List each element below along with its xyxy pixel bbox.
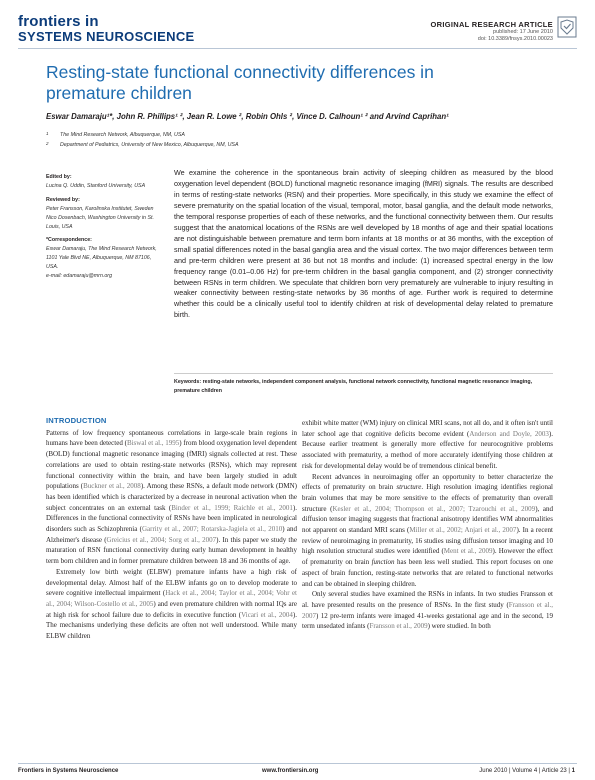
journal-name-line1: frontiers in: [18, 13, 99, 30]
citation-link[interactable]: Hack et al., 2004; Taylor et al., 2004; Vohr et al., 2004; Wilson-Costello et al., 2005: [46, 589, 297, 608]
published-date: published: 17 June 2010: [493, 29, 553, 35]
correspondence-address: Eswar Damaraju, The Mind Research Network, 1101 Yale Blvd NE, Albuquerque, NM 87106, USA.: [46, 246, 157, 271]
citation-link[interactable]: Miller et al., 2002; Anjari et al., 2007: [409, 526, 517, 535]
page-number: 1: [571, 768, 575, 774]
article-type: ORIGINAL RESEARCH ARTICLE: [430, 20, 553, 29]
citation-link[interactable]: Kesler et al., 2004; Thompson et al., 2007; Tzarouchi et al., 2009: [332, 504, 536, 513]
edited-by-label: Edited by:: [46, 174, 72, 180]
reviewer-1: Peter Fransson, Karolinska Institutet, Sweden: [46, 205, 154, 212]
abstract: We examine the coherence in the spontaneous brain activity of sleeping children as measured by the blood oxygenation level dependent (BOLD) functional magnetic resonance imaging (fMRI) signals. The results are described in terms of resting-state networks (RSN) and their properties. More specifically, in this study we examine the effect of severe prematurity on the spatial location of the visual, temporal, motor, basal ganglia, and the default mode networks, the temporal response properties of each of these networks, and the functional connectivity between them. Our results suggest that the anatomical locations of the RSNs are well developed by 18 months of age and their spatial locations are not distinguishable between premature and term born infants at 18 months or at 36 months, with the exception of small spatial differences noted in the basal ganglia area and the visual cortex. The two major differences between term and pre-term children were present at 36 but not 18 months and include: (1) increased spectral energy in the low frequency range (0.01–0.06 Hz) for pre-term children in the basal ganglia component, and (2) stronger connectivity between RSNs in term children. We speculate that children born very prematurely are vulnerable to injury resulting in weaker connectivity between resting-state networks by 36 months of age. Further work is required to determine whether this could be a clinically useful tool to identify children at risk of developmental delay related to premature birth.: [174, 168, 553, 320]
article-title: Resting-state functional connectivity differences in premature children: [46, 62, 434, 103]
keywords: [174, 378, 553, 395]
footer-url[interactable]: www.frontiersin.org: [262, 768, 319, 774]
footer-divider: [18, 763, 577, 764]
citation-link[interactable]: Fransson et al., 2007: [302, 600, 553, 620]
keywords-label: Keywords:: [174, 379, 202, 385]
citation-link[interactable]: Greicius et al., 2004; Sorg et al., 2007: [106, 535, 217, 544]
doi: doi: 10.3389/fnsys.2010.00023: [477, 35, 553, 42]
editorial-sidebar: [46, 170, 161, 281]
editor: Lucina Q. Uddin, Stanford University, USA: [46, 182, 146, 189]
correspondence-email[interactable]: e-mail: edamaraju@mrn.org: [46, 273, 113, 280]
citation-link[interactable]: Binder et al., 1999; Raichle et al., 2001: [171, 503, 293, 512]
reviewer-2: Nico Dosenbach, Washington University in St. Louis, USA: [46, 214, 154, 230]
paragraph: Patterns of low frequency spontaneous correlations in large-scale brain regions in humans have been detected (Biswal et al., 1995) from blood oxygenation level dependent (BOLD) functional magnetic resonance imaging (fMRI) signals collected at rest. These correlations are used to obtain resting-state networks (RSNs), which may represent functional connectivity within the brain, and have been largely studied in adult populations (Buckner et al., 2008). Among these RSNs, a default mode network (DMN) has been identified which is characterized by a decrease in neuronal activation when the subject concentrates on an external task (Binder et al., 1999; Raichle et al., 2001). Differences in the functional connectivity of RSNs have been implicated in neurological disorders such as Schizophrenia (Garrity et al., 2007; Rotarska-Jagiela et al., 2010) and Alzheimer's disease (Greicius et al., 2004; Sorg et al., 2007). In this paper we study the maturation of RSN functional connectivity during early human development in healthy term born children and in former premature children between 18 and 36 months of age.: [46, 428, 297, 566]
paragraph: Only several studies have examined the RSNs in infants. In two studies Fransson et al. have presented results on the presence of RSNs. In the first study (Fransson et al., 2007) 12 pre-term infants were imaged 41-weeks gestational age and in the second, 19 term unsedated infants (Fransson et al., 2009) were studied. In both: [302, 590, 553, 631]
citation-link[interactable]: Vicari et al., 2004: [241, 610, 293, 619]
affiliation-1: 1 The Mind Research Network, Albuquerque, NM, USA: [46, 131, 185, 138]
affiliations: [46, 130, 566, 150]
footer-issue-info: June 2010 | Volume 4 | Article 23 |: [479, 768, 570, 774]
citation-link[interactable]: Garrity et al., 2007; Rotarska-Jagiela et al., 2010: [141, 525, 283, 534]
author-list: Eswar Damaraju¹*, John R. Phillips¹ ², Jean R. Lowe ², Robin Ohls ², Vince D. Calhoun¹ ² and Arvind Caprihan¹: [46, 112, 449, 121]
crossmark-icon[interactable]: [557, 16, 577, 38]
abstract-divider: [174, 373, 553, 374]
citation-link[interactable]: Buckner et al., 2008: [83, 482, 141, 491]
footer-journal: Frontiers in Systems Neuroscience: [18, 768, 119, 774]
journal-name-line2: SYSTEMS NEUROSCIENCE: [18, 29, 195, 44]
section-heading-introduction: INTRODUCTION: [46, 416, 107, 425]
affiliation-2: 2 Department of Pediatrics, University of New Mexico, Albuquerque, NM, USA: [46, 141, 239, 148]
citation-link[interactable]: Anderson and Doyle, 2003: [469, 429, 549, 438]
citation-link[interactable]: Biswal et al., 1995: [126, 439, 180, 448]
reviewed-by-label: Reviewed by:: [46, 196, 80, 203]
citation-link[interactable]: Ment et al., 2009: [443, 547, 493, 556]
body-column-right: [302, 418, 553, 632]
footer-issue: [479, 768, 575, 774]
body-column-left: [46, 416, 297, 642]
citation-link[interactable]: Fransson et al., 2009: [369, 622, 428, 631]
keywords-list: resting-state networks, independent component analysis, functional network connectivity, functional magnetic resonance imaging, premature children: [174, 379, 533, 394]
header-divider: [18, 48, 577, 49]
paragraph: Recent advances in neuroimaging offer an opportunity to better characterize the effects of prematurity on brain structure. High resolution imaging identifies regional brain volumes that may be more sensitive to the effects of prematurity than overall structure (Kesler et al., 2004; Thompson et al., 2007; Tzarouchi et al., 2009), and diffusion tensor imaging suggests that fractional anisotropy identifies WM abnormalities not apparent on standard MRI scans (Miller et al., 2002; Anjari et al., 2007). In a recent review of neuroimaging in prematurity, 16 studies using diffusion tensor imaging and 10 high resolution structural studies were identified (Ment et al., 2009). However the effect of prematurity on brain function has been less well studied. This report focuses on one aspect of brain function, resting-state networks that are related to functional networks and can be obtained in sleeping children.: [302, 472, 553, 588]
journal-logo: [18, 14, 194, 43]
article-meta: [430, 20, 553, 42]
paragraph: exhibit white matter (WM) injury on clinical MRI scans, not all do, and it often isn't until later school age that cognitive deficits become evident (Anderson and Doyle, 2003). Because earlier treatment is generally more effective for neurocognitive problems associated with prematurity, a method of more accurately identifying those children at risk for developmental delay would be of tremendous clinical benefit.: [302, 419, 553, 470]
correspondence-label: *Correspondence:: [46, 237, 92, 244]
paragraph: Extremely low birth weight (ELBW) premature infants have a high risk of developmental delay. Almost half of the ELBW infants go on to develop moderate to severe cognitive intellectual impairment (Hack et al., 2004; Taylor et al., 2004; Vohr et al., 2004; Wilson-Costello et al., 2005) and even premature children with normal IQs are at high risk for school failure due to deficits in executive function (Vicari et al., 2004). The mechanisms underlying these deficits are often not well understood. While many ELBW children: [46, 567, 297, 641]
